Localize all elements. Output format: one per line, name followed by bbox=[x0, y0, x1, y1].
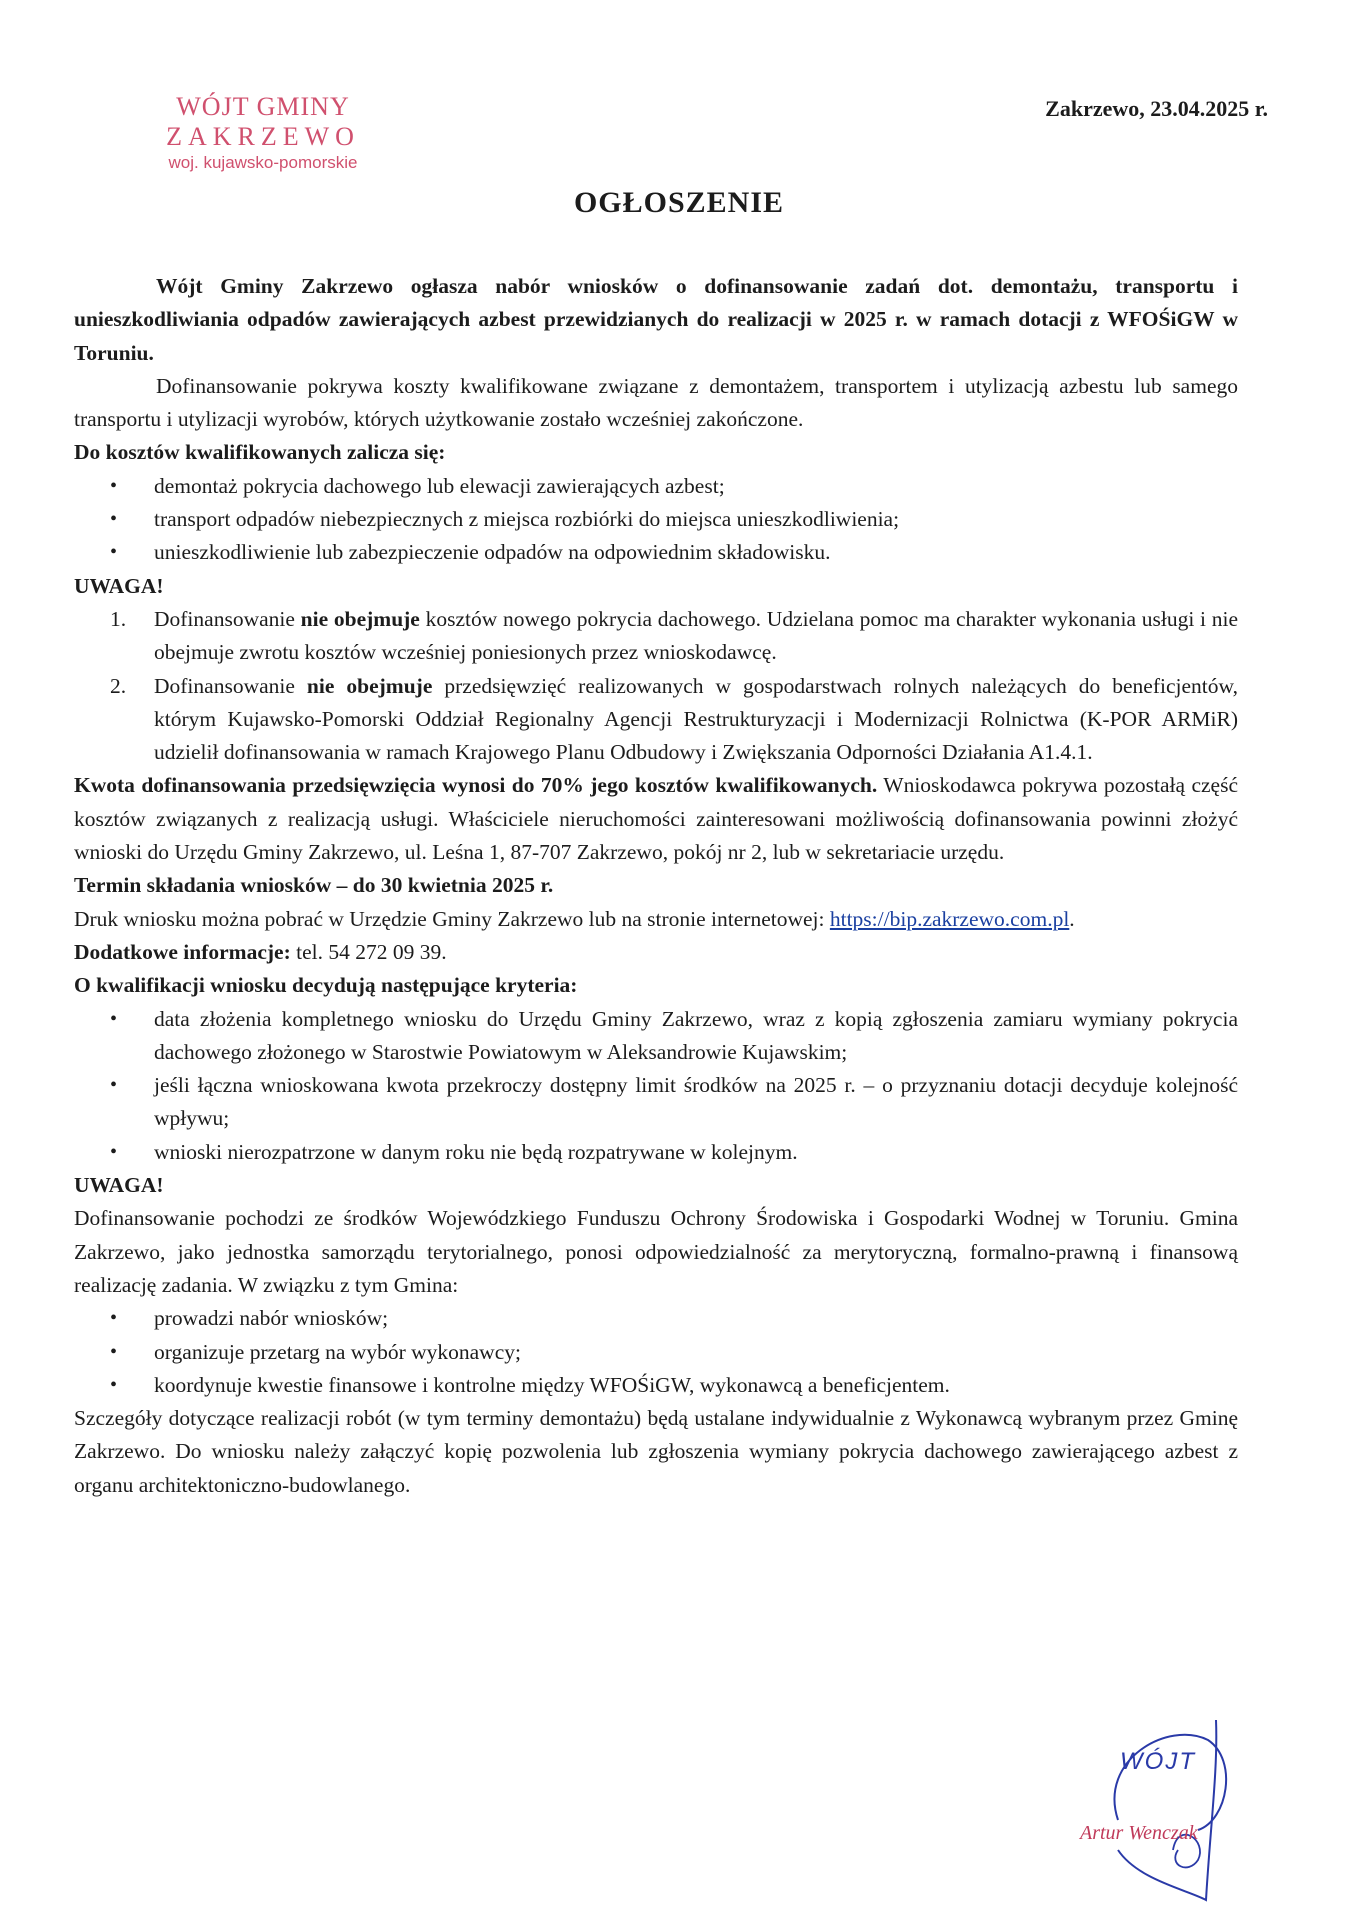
list-item: • prowadzi nabór wniosków; bbox=[74, 1302, 1238, 1335]
bip-link[interactable]: https://bip.zakrzewo.com.pl bbox=[829, 906, 1070, 931]
download-text: Druk wniosku można pobrać w Urzędzie Gminy Zakrzewo lub na stronie internetowej: bbox=[74, 906, 830, 931]
list-item: • jeśli łączna wnioskowana kwota przekroczy dostępny limit środków na 2025 r. – o przyznaniu dotacji decyduje kolejność wpływu; bbox=[74, 1069, 1238, 1136]
download-paragraph bbox=[74, 903, 1238, 936]
lead-paragraph: Wójt Gminy Zakrzewo ogłasza nabór wniosków o dofinansowanie zadań dot. demontażu, transportu i unieszkodliwiania odpadów zawierających azbest przewidzianych do realizacji w 2025 r. w ramach dotacji z WFOŚiGW w Toruniu. bbox=[74, 274, 1238, 365]
list-item: • koordynuje kwestie finansowe i kontrolne między WFOŚiGW, wykonawcą a beneficjentem. bbox=[74, 1369, 1238, 1402]
list-number: 2. bbox=[110, 673, 127, 698]
signature-scribble-icon bbox=[1078, 1700, 1258, 1910]
list-item: • organizuje przetarg na wybór wykonawcy; bbox=[74, 1336, 1238, 1369]
download-end: . bbox=[1069, 906, 1075, 931]
closing-paragraph: Szczegóły dotyczące realizacji robót (w tym terminy demontażu) będą ustalane indywidualnie z Wykonawcą wybranym przez Gminę Zakrzewo. Do wniosku należy załączyć kopię pozwolenia lub zgłoszenia wymiany pokrycia dachowego zawierającego azbest z organu architektoniczno-budowlanego. bbox=[74, 1406, 1238, 1497]
info-label: Dodatkowe informacje: bbox=[74, 939, 291, 964]
list-text: Dofinansowanie bbox=[154, 673, 307, 698]
warning-heading-1: UWAGA! bbox=[74, 573, 164, 598]
list-item: • data złożenia kompletnego wniosku do Urzędu Gminy Zakrzewo, wraz z kopią zgłoszenia zamiaru wymiany pokrycia dachowego złożonego w Starostwie Powiatowym w Aleksandrowie Kujawskim; bbox=[74, 1003, 1238, 1070]
warning-heading-2: UWAGA! bbox=[74, 1173, 164, 1198]
stamp-line-3: woj. kujawsko-pomorskie bbox=[168, 153, 358, 172]
costs-list bbox=[74, 470, 1238, 570]
list-item bbox=[74, 603, 1238, 670]
signature-mark bbox=[1078, 1700, 1258, 1910]
deadline: Termin składania wniosków – do 30 kwietnia 2025 r. bbox=[74, 873, 554, 898]
warning-list bbox=[74, 603, 1238, 769]
list-item: • transport odpadów niebezpiecznych z miejsca rozbiórki do miejsca unieszkodliwienia; bbox=[74, 503, 1238, 536]
stamp-line-2: ZAKRZEWO bbox=[166, 122, 360, 151]
list-item: • demontaż pokrycia dachowego lub elewacji zawierających azbest; bbox=[74, 470, 1238, 503]
list-item: • wnioski nierozpatrzone w danym roku nie będą rozpatrywane w kolejnym. bbox=[74, 1136, 1238, 1169]
intro-paragraph: Dofinansowanie pokrywa koszty kwalifikowane związane z demontażem, transportem i utylizacją azbestu lub samego transportu i utylizacji wyrobów, których użytkowanie zostało wcześniej zakończone. bbox=[74, 373, 1238, 432]
list-emphasis: nie obejmuje bbox=[306, 673, 433, 698]
list-item: • unieszkodliwienie lub zabezpieczenie odpadów na odpowiednim składowisku. bbox=[74, 536, 1238, 569]
amount-emphasis: Kwota dofinansowania przedsięwzięcia wynosi do 70% jego kosztów kwalifikowanych. bbox=[74, 773, 878, 798]
costs-heading: Do kosztów kwalifikowanych zalicza się: bbox=[74, 440, 446, 465]
amount-text: Wnioskodawca pokrywa pozostałą część kosztów związanych z realizacją usługi. Właściciele nieruchomości zainteresowani możliwością dofinansowania powinni złożyć wnioski do Urzędu Gminy Zakrzewo, ul. Leśna 1, 87-707 Zakrzewo, pokój nr 2, lub w sekretariacie urzędu. bbox=[74, 773, 1239, 865]
stamp-line-1: WÓJT GMINY bbox=[176, 92, 350, 121]
office-stamp bbox=[118, 92, 408, 174]
signature-name: Artur Wenczak bbox=[1080, 1822, 1198, 1844]
info-value: tel. 54 272 09 39. bbox=[290, 939, 447, 964]
list-emphasis: nie obejmuje bbox=[300, 606, 420, 631]
info-paragraph bbox=[74, 936, 1238, 969]
document-title: OGŁOSZENIE bbox=[573, 186, 785, 219]
amount-paragraph bbox=[74, 769, 1238, 869]
criteria-heading: O kwalifikacji wniosku decydują następujące kryteria: bbox=[74, 973, 578, 998]
criteria-list bbox=[74, 1003, 1238, 1169]
document-date: Zakrzewo, 23.04.2025 r. bbox=[1045, 96, 1268, 121]
document-body bbox=[74, 270, 1238, 1502]
list-text: Dofinansowanie bbox=[154, 606, 301, 631]
list-item bbox=[74, 670, 1238, 770]
warning-paragraph: Dofinansowanie pochodzi ze środków Wojewódzkiego Funduszu Ochrony Środowiska i Gospodarki Wodnej w Toruniu. Gmina Zakrzewo, jako jednostka samorządu terytorialnego, ponosi odpowiedzialność za merytoryczną, formalno-prawną i finansową realizację zadania. W związku z tym Gmina: bbox=[74, 1206, 1238, 1297]
list-text: przedsięwzięć realizowanych w gospodarstwach rolnych należących do beneficjentów, którym Kujawsko-Pomorski Oddział Regionalny Agencji Restrukturyzacji i Modernizacji Rolnictwa (K-POR ARMiR) udzielił dofinansowania w ramach Krajowego Planu Odbudowy i Zwiększania Odporności Działania A1.4.1. bbox=[154, 673, 1239, 765]
list-text: kosztów nowego pokrycia dachowego. Udzielana pomoc ma charakter wykonania usługi i nie obejmuje zwrotu kosztów wcześniej poniesionych przez wnioskodawcę. bbox=[154, 606, 1239, 665]
gmina-tasks-list bbox=[74, 1302, 1238, 1402]
signature-title: WÓJT bbox=[1120, 1748, 1196, 1775]
list-number: 1. bbox=[110, 606, 127, 631]
